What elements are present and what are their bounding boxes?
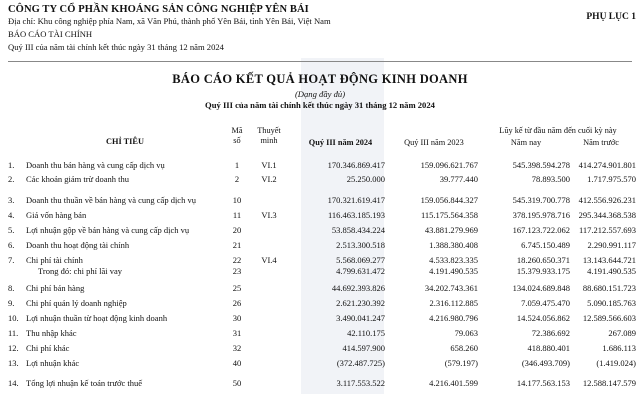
row-q2024-value: 3.117.553.522 <box>336 378 385 388</box>
row-ytd-this-value: 6.745.150.489 <box>521 240 570 250</box>
row-code: 30 <box>232 313 242 323</box>
row-item-name: Chi phí bán hàng <box>26 283 85 293</box>
row-q2024-value: 4.799.631.472 <box>336 266 385 276</box>
row-ytd-prev-value: 12.588.147.579 <box>582 378 636 388</box>
row-q2023-value: 159.096.621.767 <box>420 160 478 170</box>
table-row <box>0 342 640 354</box>
row-ytd-this-value: 14.177.563.153 <box>516 378 570 388</box>
row-ytd-prev-value: 1.717.975.570 <box>587 174 636 184</box>
row-code: 20 <box>232 225 242 235</box>
row-q2023-value: 658.260 <box>450 343 478 353</box>
report-subtitle: (Dạng đầy đủ) <box>294 89 346 99</box>
row-number: 9. <box>8 298 15 308</box>
row-code: 21 <box>232 240 242 250</box>
report-title: BÁO CÁO KẾT QUẢ HOẠT ĐỘNG KINH DOANH <box>172 72 468 86</box>
table-row <box>0 224 640 236</box>
row-q2023-value: 4.533.823.335 <box>429 255 478 265</box>
row-code: 26 <box>232 298 242 308</box>
row-item-name: Thu nhập khác <box>26 328 77 338</box>
row-ytd-prev-value: 2.290.991.117 <box>587 240 636 250</box>
col-note-line2: minh <box>260 136 278 145</box>
row-q2024-value: 42.110.175 <box>347 328 385 338</box>
row-code: 2 <box>234 174 240 184</box>
row-number: 1. <box>8 160 15 170</box>
row-item-name: Lợi nhuận thuần từ hoạt động kinh doanh <box>26 313 168 323</box>
row-q2023-value: 79.063 <box>454 328 478 338</box>
row-ytd-this-value: 545.319.700.778 <box>512 195 570 205</box>
table-row <box>0 377 640 389</box>
row-q2024-value: 53.858.434.224 <box>331 225 385 235</box>
row-ytd-prev-value: 414.274.901.801 <box>578 160 636 170</box>
row-code: 25 <box>232 283 242 293</box>
row-code: 50 <box>232 378 242 388</box>
table-row <box>0 173 640 185</box>
row-q2024-value: 44.692.393.826 <box>331 283 385 293</box>
row-ytd-prev-value: 267.089 <box>608 328 636 338</box>
row-item-name: Chi phí khác <box>26 343 70 353</box>
row-ytd-this-value: 14.524.056.862 <box>516 313 570 323</box>
row-number: 4. <box>8 210 15 220</box>
row-ytd-prev-value: 13.143.644.721 <box>582 255 636 265</box>
row-q2024-value: (372.487.725) <box>336 358 385 368</box>
row-code: 23 <box>232 266 242 276</box>
row-q2023-value: 159.056.844.327 <box>420 195 478 205</box>
row-ytd-prev-value: 1.686.113 <box>602 343 636 353</box>
row-ytd-prev-value: 5.090.185.763 <box>587 298 636 308</box>
col-q2023-header: Quý III năm 2023 <box>404 138 464 147</box>
row-code: 31 <box>232 328 242 338</box>
row-number: 11. <box>8 328 19 338</box>
row-ytd-prev-value: (1.419.024) <box>596 358 636 368</box>
row-note: VI.3 <box>261 210 277 220</box>
row-code: 32 <box>232 343 242 353</box>
row-code: 22 <box>232 255 242 265</box>
row-q2024-value: 2.513.300.518 <box>336 240 385 250</box>
row-number: 3. <box>8 195 15 205</box>
row-q2024-value: 116.463.185.193 <box>327 210 385 220</box>
row-item-name: Chi phí quản lý doanh nghiệp <box>26 298 127 308</box>
row-ytd-this-value: 78.893.500 <box>531 174 570 184</box>
row-ytd-this-value: 134.024.689.848 <box>512 283 570 293</box>
row-ytd-this-value: 15.379.933.175 <box>516 266 570 276</box>
row-ytd-prev-value: 12.589.566.603 <box>582 313 636 323</box>
row-code: 40 <box>232 358 242 368</box>
row-ytd-prev-value: 412.556.926.231 <box>578 195 636 205</box>
table-row <box>0 239 640 251</box>
row-q2024-value: 2.621.230.392 <box>336 298 385 308</box>
row-item-name: Lợi nhuận khác <box>26 358 80 368</box>
row-note: VI.2 <box>261 174 277 184</box>
row-ytd-this-value: 72.386.692 <box>531 328 570 338</box>
row-ytd-this-value: 167.123.722.062 <box>512 225 570 235</box>
table-row <box>0 194 640 206</box>
row-number: 13. <box>8 358 19 368</box>
row-item-name: Doanh thu bán hàng và cung cấp dịch vụ <box>26 160 165 170</box>
row-number: 14. <box>8 378 19 388</box>
row-number: 7. <box>8 255 15 265</box>
col-code-line2: số <box>233 136 241 145</box>
row-ytd-prev-value: 4.191.490.535 <box>587 266 636 276</box>
row-item-name: Doanh thu thuần về bán hàng và cung cấp dịch vụ <box>26 195 196 205</box>
row-q2023-value: 4.216.980.796 <box>429 313 478 323</box>
table-row <box>0 209 640 221</box>
row-q2023-value: 43.881.279.969 <box>424 225 478 235</box>
appendix-label: PHỤ LỤC 1 <box>586 12 636 22</box>
row-item-name: Tổng lợi nhuận kế toán trước thuế <box>26 378 143 388</box>
col-ytd-this-header: Năm nay <box>510 138 542 147</box>
col-note-line1: Thuyết <box>257 126 281 135</box>
row-q2024-value: 25.250.000 <box>346 174 385 184</box>
row-q2024-value: 170.321.619.417 <box>327 195 385 205</box>
row-ytd-this-value: 378.195.978.716 <box>512 210 570 220</box>
row-number: 5. <box>8 225 15 235</box>
col-q2024-header: Quý III năm 2024 <box>308 138 373 147</box>
row-q2024-value: 170.346.869.417 <box>327 160 385 170</box>
row-item-name: Chi phí tài chính <box>26 255 83 265</box>
report-period: Quý III của năm tài chính kết thúc ngày 31 tháng 12 năm 2024 <box>8 42 224 52</box>
row-code: 1 <box>234 160 240 170</box>
row-ytd-this-value: 18.260.650.371 <box>516 255 570 265</box>
table-row <box>0 265 640 277</box>
row-code: 11 <box>232 210 242 220</box>
row-q2023-value: 39.777.440 <box>439 174 478 184</box>
row-note: VI.1 <box>261 160 277 170</box>
col-code-line1: Mã <box>231 126 243 135</box>
row-q2023-value: 4.191.490.535 <box>429 266 478 276</box>
row-q2023-value: (579.197) <box>444 358 478 368</box>
row-ytd-prev-value: 117.212.557.693 <box>578 225 636 235</box>
report-type: BÁO CÁO TÀI CHÍNH <box>8 29 93 39</box>
row-number: 10. <box>8 313 19 323</box>
row-number: 8. <box>8 283 15 293</box>
col-ytd-group-header: Lũy kế từ đầu năm đến cuối kỳ này <box>499 126 617 135</box>
row-number: 12. <box>8 343 19 353</box>
row-ytd-this-value: (346.493.709) <box>521 358 570 368</box>
row-q2023-value: 34.202.743.361 <box>424 283 478 293</box>
row-ytd-this-value: 7.059.475.470 <box>521 298 570 308</box>
row-q2024-value: 5.568.069.277 <box>336 255 385 265</box>
row-item-name: Trong đó: chi phí lãi vay <box>38 266 122 276</box>
table-row <box>0 327 640 339</box>
table-row <box>0 312 640 324</box>
row-item-name: Các khoản giảm trừ doanh thu <box>26 174 130 184</box>
row-ytd-this-value: 545.398.594.278 <box>512 160 570 170</box>
row-q2023-value: 1.388.380.408 <box>429 240 478 250</box>
row-code: 10 <box>232 195 242 205</box>
col-item-header: CHỈ TIÊU <box>106 137 144 146</box>
row-item-name: Doanh thu hoạt động tài chính <box>26 240 130 250</box>
row-q2023-value: 4.216.401.599 <box>429 378 478 388</box>
company-name: CÔNG TY CỔ PHẦN KHOÁNG SẢN CÔNG NGHIỆP YÊN BÁI <box>8 4 309 15</box>
row-item-name: Giá vốn hàng bán <box>26 210 87 220</box>
report-subperiod: Quý III của năm tài chính kết thúc ngày 31 tháng 12 năm 2024 <box>205 100 435 110</box>
row-ytd-prev-value: 295.344.368.538 <box>578 210 636 220</box>
row-q2023-value: 115.175.564.358 <box>420 210 478 220</box>
row-number: 6. <box>8 240 15 250</box>
row-q2024-value: 414.597.900 <box>342 343 385 353</box>
row-q2023-value: 2.316.112.885 <box>429 298 478 308</box>
company-address: Địa chỉ: Khu công nghiệp phía Nam, xã Văn Phú, thành phố Yên Bái, tỉnh Yên Bái, Việt Nam <box>8 16 331 26</box>
row-ytd-prev-value: 88.680.151.723 <box>582 283 636 293</box>
col-ytd-prev-header: Năm trước <box>583 138 619 147</box>
table-row <box>0 282 640 294</box>
table-row <box>0 297 640 309</box>
table-row <box>0 357 640 369</box>
row-q2024-value: 3.490.041.247 <box>336 313 385 323</box>
table-row <box>0 159 640 171</box>
row-note: VI.4 <box>261 255 277 265</box>
row-item-name: Lợi nhuận gộp về bán hàng và cung cấp dịch vụ <box>26 225 190 235</box>
row-ytd-this-value: 418.880.401 <box>527 343 570 353</box>
row-number: 2. <box>8 174 15 184</box>
